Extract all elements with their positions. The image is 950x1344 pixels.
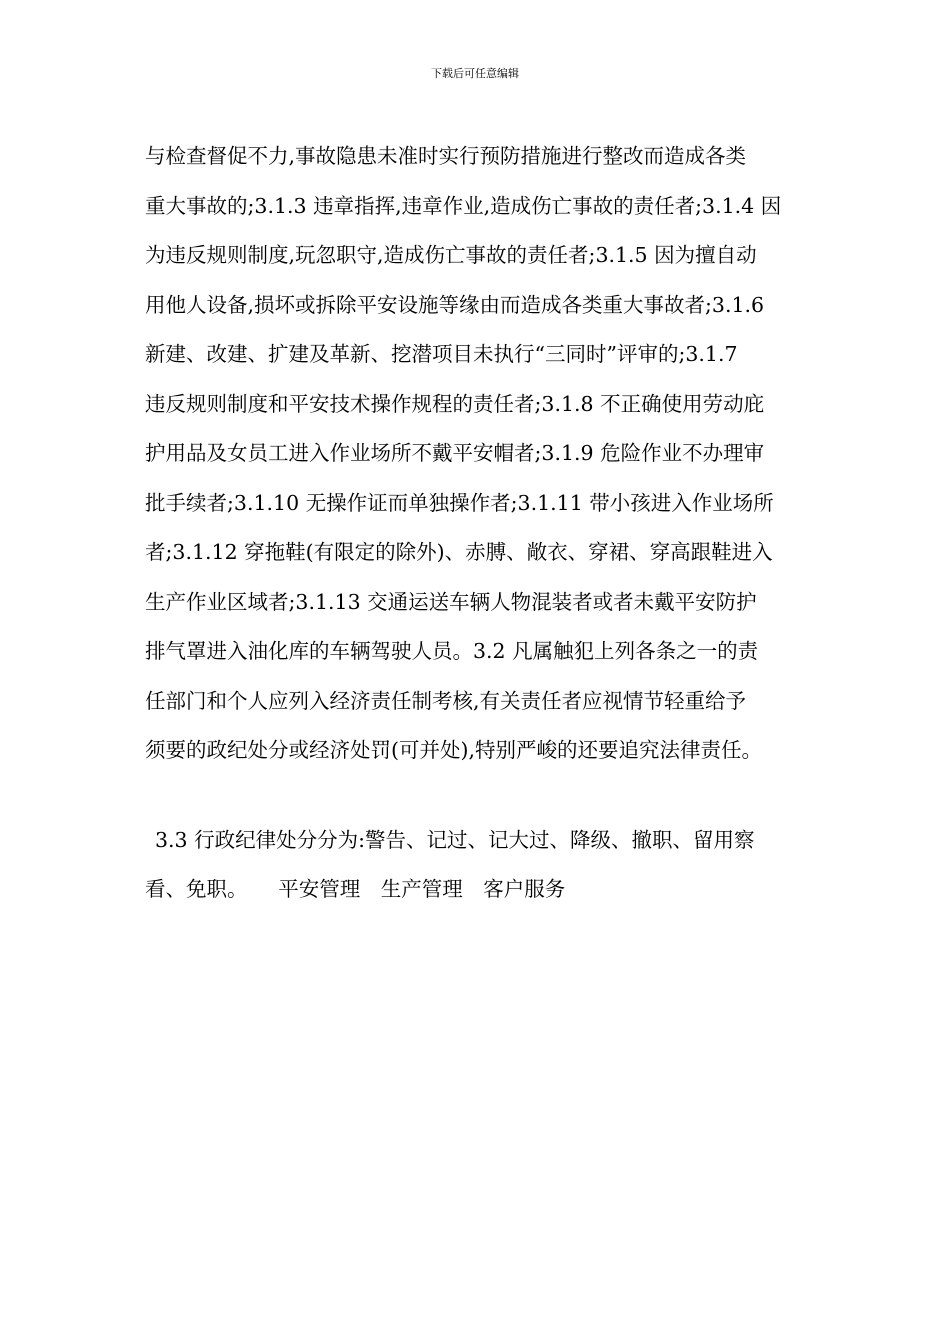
body-line-9: 者;3.1.12 穿拖鞋(有限定的除外)、赤膊、敞衣、穿裙、穿高跟鞋进入 <box>145 540 773 564</box>
body-line-4: 用他人设备,损坏或拆除平安设施等缘由而造成各类重大事故者;3.1.6 <box>145 292 765 317</box>
body-line-3: 为违反规则制度,玩忽职守,造成伤亡事故的责任者;3.1.5 因为擅自动 <box>145 243 757 267</box>
body-line-10: 生产作业区域者;3.1.13 交通运送车辆人物混装者或者未戴平安防护 <box>145 589 757 614</box>
body-line-5: 新建、改建、扩建及革新、挖潜项目未执行“三同时”评审的;3.1.7 <box>145 342 738 366</box>
body-line-2: 重大事故的;3.1.3 违章指挥,违章作业,造成伤亡事故的责任者;3.1.4 因 <box>145 193 782 218</box>
body-line-6: 违反规则制度和平安技术操作规程的责任者;3.1.8 不正确使用劳动庇 <box>145 391 765 416</box>
body-line-1: 与检查督促不力,事故隐患未准时实行预防措施进行整改而造成各类 <box>145 144 747 168</box>
para2-line-1: 3.3 行政纪律处分分为:警告、记过、记大过、降级、撤职、留用察 <box>155 827 755 852</box>
document-body <box>145 132 845 915</box>
para2-line-2: 看、免职。 平安管理 生产管理 客户服务 <box>145 877 566 901</box>
page-header-note: 下载后可任意编辑 <box>431 67 519 80</box>
body-line-11: 排气罩进入油化库的车辆驾驶人员。3.2 凡属触犯上列各条之一的责 <box>145 639 759 663</box>
body-line-8: 批手续者;3.1.10 无操作证而单独操作者;3.1.11 带小孩进入作业场所 <box>145 490 774 515</box>
body-line-13: 须要的政纪处分或经济处罚(可并处),特别严峻的还要追究法律责任。 <box>145 738 763 762</box>
body-line-7: 护用品及女员工进入作业场所不戴平安帽者;3.1.9 危险作业不办理审 <box>145 441 765 465</box>
body-line-12: 任部门和个人应列入经济责任制考核,有关责任者应视情节轻重给予 <box>145 688 747 713</box>
paragraph-gap <box>145 776 845 816</box>
